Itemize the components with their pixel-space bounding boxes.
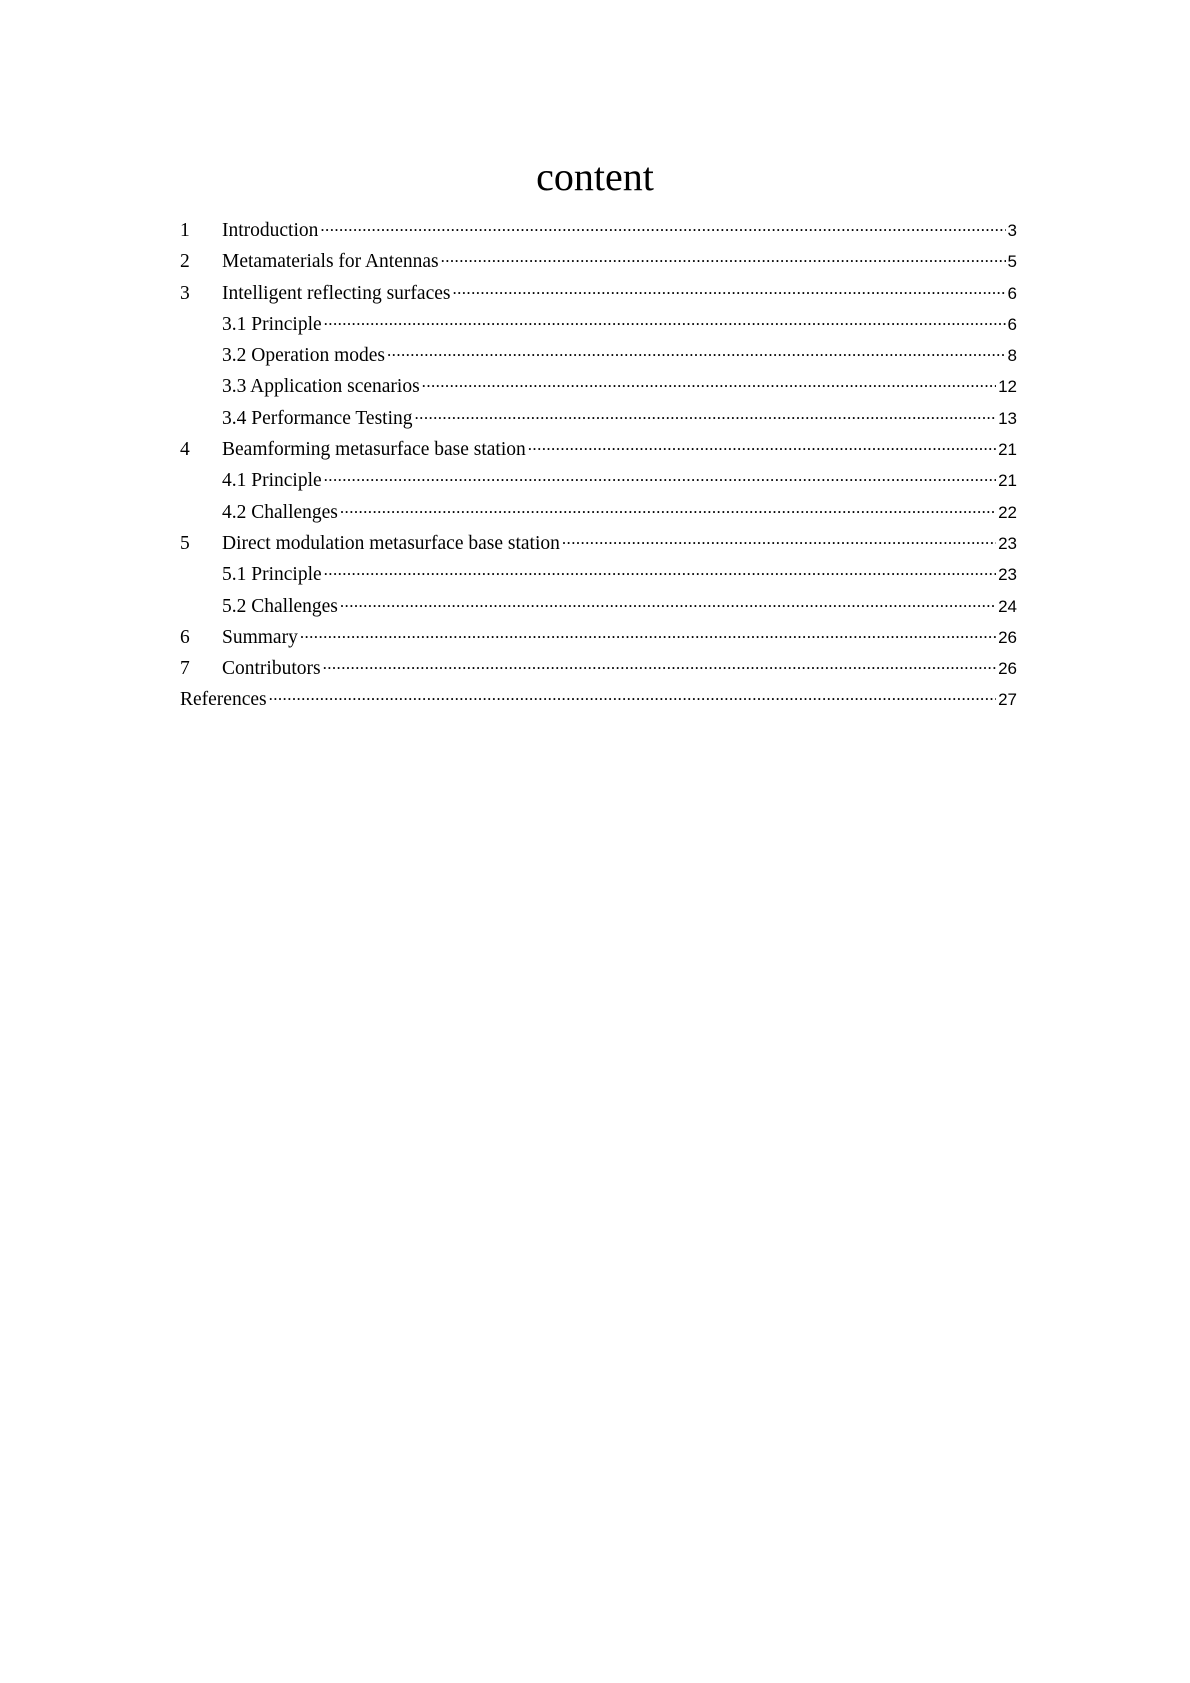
toc-entry-label: Beamforming metasurface base station: [222, 439, 526, 461]
toc-entry-number: 5: [180, 532, 190, 554]
toc-entry-label: Contributors: [222, 658, 321, 680]
toc-entry-label: 3.3 Application scenarios: [222, 376, 420, 398]
toc-entry-page: 8: [1007, 346, 1017, 366]
toc-entry-number: 3: [180, 282, 190, 304]
dot-leader: [323, 648, 996, 674]
toc-entry-contributors[interactable]: [180, 648, 1017, 679]
toc-entry-page: 6: [1007, 283, 1017, 303]
toc-entry-label: 4.2 Challenges: [222, 501, 338, 523]
toc-entry-beamforming-base-station[interactable]: [180, 429, 1017, 460]
toc-entry-intelligent-reflecting-surfaces[interactable]: [180, 273, 1017, 304]
dot-leader: [340, 586, 996, 612]
toc-entry-3-4-performance-testing[interactable]: [180, 398, 1017, 429]
dot-leader: [415, 398, 997, 424]
toc-entry-label: 5.2 Challenges: [222, 595, 338, 617]
toc-entry-label: 3.1 Principle: [222, 313, 322, 335]
toc-entry-page: 27: [998, 690, 1017, 710]
table-of-contents: [180, 210, 1017, 711]
toc-entry-page: 6: [1007, 314, 1017, 334]
toc-entry-number: 1: [180, 220, 190, 241]
toc-entry-3-1-principle[interactable]: [180, 304, 1017, 335]
toc-entry-page: 24: [998, 596, 1017, 616]
toc-entry-page: 22: [998, 502, 1017, 522]
toc-entry-references[interactable]: [180, 679, 1017, 710]
toc-entry-label: Summary: [222, 626, 298, 648]
dot-leader: [387, 335, 1006, 361]
toc-entry-3-2-operation-modes[interactable]: [180, 335, 1017, 366]
dot-leader: [441, 241, 1006, 267]
dot-leader: [320, 210, 1005, 236]
toc-entry-page: 21: [998, 440, 1017, 460]
dot-leader: [324, 460, 996, 486]
toc-entry-label: 3.2 Operation modes: [222, 345, 386, 367]
toc-entry-page: 23: [998, 533, 1017, 553]
toc-entry-page: 26: [998, 659, 1017, 679]
dot-leader: [528, 429, 996, 455]
toc-entry-number: 2: [180, 251, 190, 273]
toc-entry-label: Metamaterials for Antennas: [222, 251, 439, 273]
toc-entry-label: 5.1 Principle: [222, 564, 322, 586]
toc-entry-page: 12: [998, 377, 1017, 397]
toc-entry-5-2-challenges[interactable]: [180, 586, 1017, 617]
toc-entry-number: 4: [180, 439, 190, 461]
toc-entry-metamaterials[interactable]: [180, 241, 1017, 272]
toc-entry-4-1-principle[interactable]: [180, 460, 1017, 491]
dot-leader: [452, 273, 1005, 299]
toc-entry-direct-modulation-base-station[interactable]: [180, 523, 1017, 554]
page-title: content: [536, 154, 654, 199]
toc-entry-page: 26: [998, 627, 1017, 647]
toc-entry-label: Direct modulation metasurface base station: [222, 532, 560, 554]
dot-leader: [324, 554, 996, 580]
toc-entry-label: Introduction: [222, 220, 319, 241]
toc-entry-number: 6: [180, 626, 190, 648]
dot-leader: [300, 617, 996, 643]
toc-entry-introduction[interactable]: [180, 210, 1017, 241]
toc-entry-5-1-principle[interactable]: [180, 554, 1017, 585]
toc-entry-summary[interactable]: [180, 617, 1017, 648]
dot-leader: [340, 492, 996, 518]
dot-leader: [562, 523, 996, 549]
toc-entry-label: Intelligent reflecting surfaces: [222, 282, 451, 304]
toc-entry-label: 3.4 Performance Testing: [222, 407, 413, 429]
toc-entry-label: References: [180, 689, 267, 711]
toc-entry-4-2-challenges[interactable]: [180, 492, 1017, 523]
toc-entry-3-3-application-scenarios[interactable]: [180, 366, 1017, 397]
toc-entry-number: 7: [180, 658, 190, 680]
dot-leader: [324, 304, 1006, 330]
toc-entry-page: 23: [998, 565, 1017, 585]
toc-entry-label: 4.1 Principle: [222, 470, 322, 492]
dot-leader: [269, 679, 996, 705]
dot-leader: [422, 366, 996, 392]
toc-entry-page: 13: [998, 408, 1017, 428]
toc-entry-page: 3: [1007, 221, 1017, 240]
toc-entry-page: 5: [1007, 252, 1017, 272]
toc-entry-page: 21: [998, 471, 1017, 491]
